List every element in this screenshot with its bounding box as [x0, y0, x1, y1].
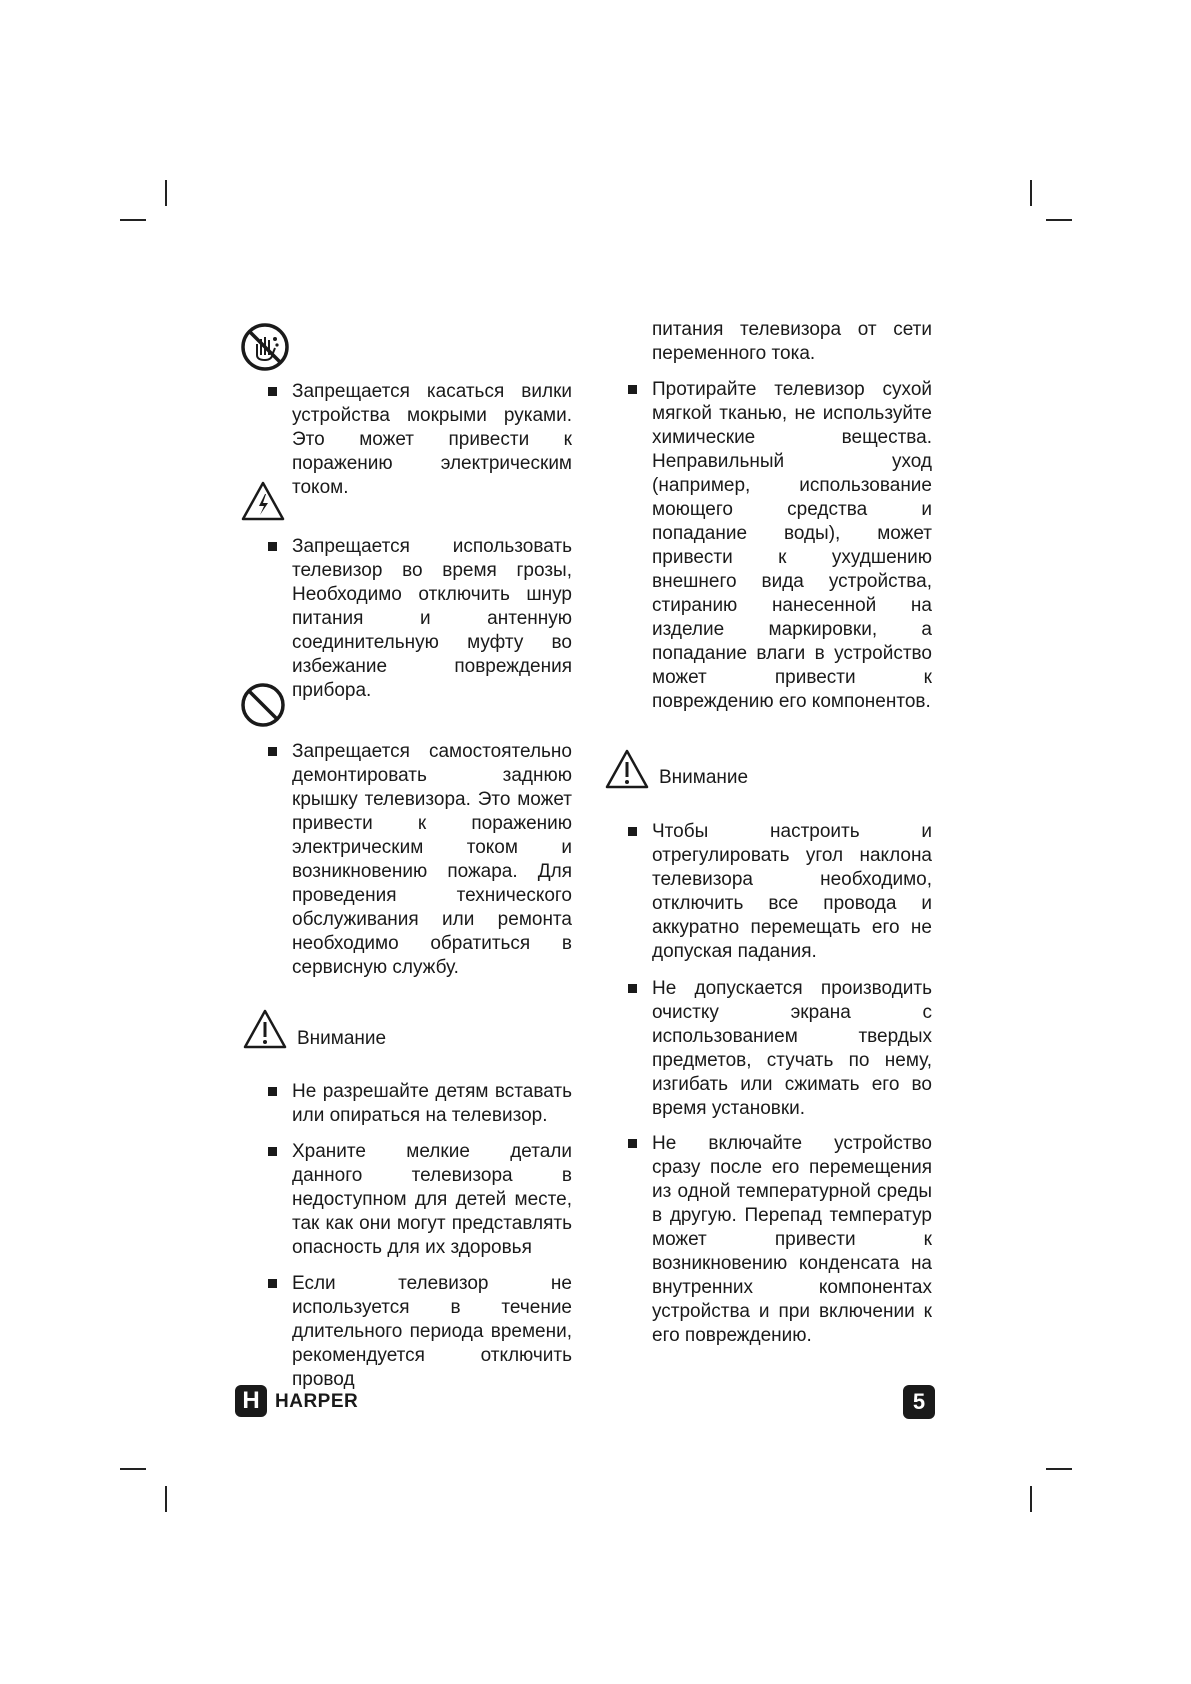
- bullet-back-cover: Запрещается самостоятельно демонтировать заднюю крышку телевизора. Это может привести к поражению электрическим током и возникновению пожара. Для проведения технического обслуживания или ремонта необходимо обратиться в сервисную службу.: [292, 741, 572, 978]
- bullet-wet-hands: Запрещается касаться вилки устройства мокрыми руками. Это может привести к поражению электрическим током.: [292, 381, 572, 498]
- warning-triangle-icon: [604, 748, 650, 790]
- crop-mark: [1030, 1486, 1032, 1512]
- bullet-tilt-angle: Чтобы настроить и отрегулировать угол наклона телевизора необходимо, отключить все провода и аккуратно перемещать его не допуская падания.: [652, 821, 932, 962]
- bullet-cleaning: Протирайте телевизор сухой мягкой тканью, не используйте химические вещества. Неправильный уход (например, использование моющего средства и попадание воды), может привести к ухудшению внешнего вида устройства, стиранию нанесенной на изделие маркировки, а попадание влаги в устройство может привести к повреждению его компонентов.: [652, 379, 932, 712]
- prohibited-icon: [240, 682, 286, 728]
- electric-warning-icon: [240, 480, 286, 522]
- logo-letter: H: [235, 1385, 267, 1417]
- bullet-thunderstorm: Запрещается использовать телевизор во время грозы, Необходимо отключить шнур питания и антенную соединительную муфту во избежание повреждения прибора.: [292, 536, 572, 701]
- crop-mark: [165, 180, 167, 206]
- crop-mark: [1030, 180, 1032, 206]
- attention-heading-left: Внимание: [297, 1028, 387, 1049]
- brand-name: HARPER: [275, 1391, 359, 1412]
- bullet-small-parts: Храните мелкие детали данного телевизора в недоступном для детей месте, так как они могут представлять опасность для их здоровья: [292, 1141, 572, 1258]
- bullet-screen-cleaning: Не допускается производить очистку экрана с использованием твердых предметов, стучать по нему, изгибать или сжимать его во время установки.: [652, 978, 932, 1119]
- continuation-text: питания телевизора от сети переменного тока.: [652, 319, 932, 364]
- crop-mark: [1046, 1468, 1072, 1470]
- crop-mark: [1046, 219, 1072, 221]
- page-number: 5: [903, 1385, 935, 1419]
- no-wet-hands-icon: [240, 322, 290, 372]
- bullet-long-disuse: Если телевизор не используется в течение длительного периода времени, рекомендуется отключить провод: [292, 1273, 572, 1390]
- crop-mark: [165, 1486, 167, 1512]
- bullet-children: Не разрешайте детям вставать или опираться на телевизор.: [292, 1081, 572, 1126]
- warning-triangle-icon: [242, 1008, 288, 1050]
- crop-mark: [120, 1468, 146, 1470]
- crop-mark: [120, 219, 146, 221]
- attention-heading-right: Внимание: [659, 767, 749, 788]
- bullet-temperature: Не включайте устройство сразу после его перемещения из одной температурной среды в другую. Перепад температур может привести к возникновению конденсата на внутренних компонентах устройства и при включении к его повреждению.: [652, 1133, 932, 1346]
